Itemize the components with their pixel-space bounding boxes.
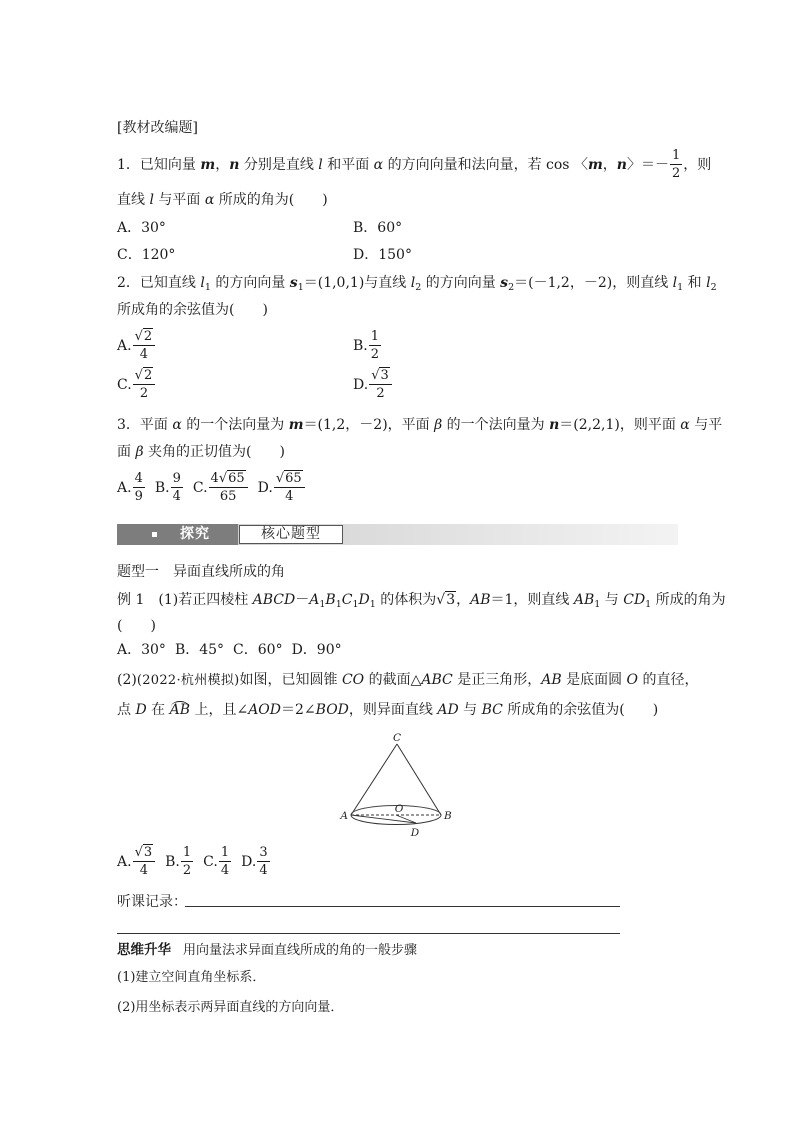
math-var: O <box>626 672 639 688</box>
numerator: 1 <box>182 845 192 860</box>
vector-m: m <box>587 157 603 173</box>
q2-options-row2 <box>117 368 389 402</box>
label-a: A <box>340 810 348 822</box>
option-a <box>117 329 156 362</box>
option-label: D. <box>241 854 257 870</box>
option-a: A．30° <box>117 220 166 236</box>
fraction <box>133 369 156 401</box>
option-label: D. <box>257 480 273 496</box>
q2-options-row1 <box>117 329 380 363</box>
option-label: D. <box>353 377 369 393</box>
notes-label: 听课记录： <box>117 894 187 910</box>
denominator: 4 <box>139 863 148 878</box>
radicand: 65 <box>228 471 245 486</box>
summary-step-2: (2)用坐标表示两异面直线的方向向量． <box>117 1000 344 1015</box>
q1-options-row2 <box>117 244 412 266</box>
line-l: l <box>672 275 678 291</box>
math-var: BOD <box>315 702 349 718</box>
fraction <box>670 149 682 181</box>
sqrt-symbol: √ <box>134 368 143 383</box>
subscript: 2 <box>508 282 515 293</box>
option-label: B. <box>353 338 368 354</box>
text-run: 〉＝－ <box>626 157 669 173</box>
option-c <box>192 471 249 504</box>
numerator <box>133 330 156 346</box>
numerator: 1 <box>220 845 230 860</box>
denominator: 4 <box>259 863 268 878</box>
subscript: 1 <box>297 282 304 293</box>
math-var: AOD <box>248 702 281 718</box>
source-note: (2022·杭州模拟) <box>136 673 240 688</box>
subscript: 2 <box>710 282 717 293</box>
fraction <box>133 472 145 504</box>
text-run: 上，且∠ <box>190 702 249 718</box>
coefficient: 4 <box>210 471 219 486</box>
denominator: 2 <box>370 347 380 362</box>
option-b <box>165 845 194 878</box>
option-a <box>117 471 146 504</box>
subscript: 1 <box>204 282 211 293</box>
option-c <box>203 845 232 878</box>
math-var: D <box>358 592 370 608</box>
text-run: ＝(－1,2，－2)，则直线 <box>514 275 673 291</box>
numerator: 4 <box>134 471 143 486</box>
q3-stem-line1 <box>117 414 722 436</box>
fraction <box>209 472 248 504</box>
option-label: C. <box>117 377 132 393</box>
text-run: (2) <box>117 672 137 688</box>
option-label: B. <box>165 854 180 870</box>
fraction <box>274 472 305 504</box>
denominator: 2 <box>182 863 192 878</box>
text-run: 如图，已知圆锥 <box>239 672 342 688</box>
math-var: AB <box>541 672 562 688</box>
subscript: 1 <box>319 599 326 610</box>
text-run: 直线 <box>117 192 150 208</box>
numerator <box>209 472 248 488</box>
generatrix-cb <box>394 744 441 815</box>
math-var: ABC <box>421 672 453 688</box>
text-run: 所成的角为( ) <box>214 192 328 208</box>
text-run: － <box>295 592 310 608</box>
line-l: l <box>706 275 711 291</box>
numerator <box>369 369 392 385</box>
text-run: 所成角的余弦值为( ) <box>502 702 659 718</box>
summary-title: 思维升华 <box>117 942 171 958</box>
text-run: ＝1，则直线 <box>490 592 574 608</box>
option-b: B．60° <box>353 220 403 236</box>
math-var: AD <box>437 702 459 718</box>
example1-part1-line2: ( ) <box>117 618 156 634</box>
fraction <box>369 369 392 401</box>
option-b: B．45° <box>174 642 225 658</box>
fraction <box>369 330 381 362</box>
fraction <box>171 472 183 504</box>
line-l: l <box>149 192 154 208</box>
text-run: 点 <box>117 702 136 718</box>
plane-beta: β <box>434 417 443 433</box>
sqrt-symbol: √ <box>218 471 228 486</box>
option-label: B. <box>154 480 170 496</box>
subscript: 1 <box>594 599 601 610</box>
denominator: 4 <box>139 347 148 362</box>
numerator <box>133 369 156 385</box>
text-run: 是正三角形， <box>452 672 542 688</box>
denominator: 9 <box>134 489 143 504</box>
text-run: 2．已知直线 <box>117 275 201 291</box>
source-tag: [教材改编题] <box>117 120 198 136</box>
text-run: 分别是直线 <box>239 157 319 173</box>
option-d: D．90° <box>291 642 342 658</box>
text-run: 的一个法向量为 <box>442 417 550 433</box>
bullet-square-icon <box>152 532 157 537</box>
text-run: 和 <box>683 275 707 291</box>
label-d: D <box>410 827 420 839</box>
math-var: AB <box>573 592 595 608</box>
section-title: 题型一 异面直线所成的角 <box>117 564 285 580</box>
notes-underline <box>185 906 620 907</box>
notes-underline-2 <box>117 933 620 934</box>
plane-alpha: α <box>680 417 690 433</box>
text-run: ，则 <box>683 157 712 173</box>
q3-options <box>117 471 306 505</box>
text-run: 的直径， <box>638 672 699 688</box>
math-var: ABCD <box>252 592 296 608</box>
option-label: C. <box>192 480 208 496</box>
option-c <box>117 368 156 401</box>
plane-alpha: α <box>204 192 215 208</box>
text-run: ＝(1,0,1)与直线 <box>303 275 411 291</box>
option-label: A. <box>117 338 132 354</box>
text-run: 与 <box>458 702 482 718</box>
math-var: AB <box>470 592 491 608</box>
text-run: ， <box>215 157 230 173</box>
text-run: 所成的角为 <box>651 592 726 608</box>
explore-tag <box>117 524 238 545</box>
subscript: 1 <box>352 599 359 610</box>
sqrt-symbol: √ <box>275 471 285 486</box>
q2-stem-line2: 所成角的余弦值为( ) <box>117 302 268 318</box>
cone-figure <box>330 725 470 845</box>
option-d <box>257 471 306 504</box>
math-var: A <box>309 592 320 608</box>
text-run: 与平面 <box>153 192 205 208</box>
text-run: ＝2∠ <box>281 702 316 718</box>
generatrix-ca <box>351 744 397 815</box>
line-l: l <box>410 275 416 291</box>
section-banner <box>117 524 678 545</box>
subscript: 2 <box>415 282 422 293</box>
numerator: 1 <box>370 329 380 344</box>
option-label: C. <box>203 854 218 870</box>
text-run: 3．平面 <box>117 417 173 433</box>
numerator <box>274 472 305 488</box>
text-run: 的一个法向量为 <box>181 417 289 433</box>
text-run: ＝(1,2，－2)，平面 <box>303 417 435 433</box>
option-a <box>117 845 156 878</box>
example1-part2-line2 <box>117 699 658 721</box>
vector-s: s <box>500 275 509 291</box>
summary-subtitle: 用向量法求异面直线所成的角的一般步骤 <box>183 943 418 958</box>
radicand: 2 <box>143 368 153 383</box>
option-b <box>353 329 382 363</box>
fraction <box>257 846 269 878</box>
option-label: A. <box>117 854 132 870</box>
option-c: C．60° <box>233 642 283 658</box>
text-run: 和平面 <box>322 157 374 173</box>
text-run: 的方向向量和法向量，若 cos 〈 <box>383 157 588 173</box>
q3-stem-line2 <box>117 441 285 463</box>
text-run: 面 <box>117 444 136 460</box>
radicand: 3 <box>446 592 456 608</box>
text-run: 在 <box>146 702 170 718</box>
option-d <box>353 368 393 402</box>
label-c: C <box>392 732 402 744</box>
plane-alpha: α <box>373 157 384 173</box>
q1-stem-line1 <box>117 148 711 182</box>
vector-n: n <box>549 417 560 433</box>
text-run: ， <box>456 592 471 608</box>
summary-step-1: (1)建立空间直角坐标系． <box>117 970 266 985</box>
math-var: BC <box>481 702 503 718</box>
text-run: 的方向向量 <box>421 275 501 291</box>
subscript: 1 <box>369 599 376 610</box>
text-run: 是底面圆 <box>561 672 627 688</box>
vector-m: m <box>288 417 304 433</box>
radicand: 3 <box>380 368 389 383</box>
vector-n: n <box>616 157 627 173</box>
example1-part2-options <box>117 845 271 879</box>
text-run: 例 1 (1)若正四棱柱 <box>117 592 253 608</box>
subscript: 1 <box>645 599 652 610</box>
fraction <box>181 846 193 878</box>
denominator: 4 <box>220 863 230 878</box>
option-label: A. <box>117 480 132 496</box>
subscript: 1 <box>335 599 342 610</box>
q1-options-row1 <box>117 217 403 239</box>
text-run: ，则异面直线 <box>348 702 438 718</box>
option-d <box>241 845 270 878</box>
example1-part1-line1 <box>117 589 726 611</box>
numerator <box>133 846 156 862</box>
fraction <box>219 846 231 878</box>
topic-label: 核心题型 <box>239 525 343 544</box>
denominator: 2 <box>376 386 385 401</box>
label-o: O <box>394 803 404 815</box>
text-run: 的方向向量 <box>210 275 290 291</box>
example1-part1-options <box>117 639 342 661</box>
radicand: 2 <box>143 329 153 344</box>
option-a: A．30° <box>117 642 166 658</box>
numerator: 9 <box>172 471 181 486</box>
radicand: 65 <box>285 471 302 486</box>
plane-alpha: α <box>172 417 182 433</box>
radicand: 3 <box>143 845 153 860</box>
text-run: 的截面△ <box>364 672 422 688</box>
option-d: D．150° <box>353 247 412 263</box>
denominator: 4 <box>172 489 181 504</box>
sqrt-symbol: √ <box>371 368 380 383</box>
numerator: 1 <box>671 148 681 163</box>
sqrt-symbol: √ <box>436 592 446 608</box>
text-run: ＝(2,2,1)，则平面 <box>559 417 681 433</box>
plane-beta: β <box>135 444 144 460</box>
text-run: 与平 <box>689 417 723 433</box>
denominator: 2 <box>671 166 681 181</box>
vector-s: s <box>289 275 298 291</box>
explore-label: 探究 <box>180 526 210 542</box>
label-b: B <box>444 810 452 822</box>
vector-n: n <box>229 157 240 173</box>
math-var: CD <box>623 592 646 608</box>
text-run: 夹角的正切值为( ) <box>143 444 285 460</box>
math-var: CO <box>341 672 365 688</box>
denominator: 65 <box>219 489 237 504</box>
fraction <box>133 846 156 878</box>
math-var: C <box>341 592 353 608</box>
line-l: l <box>200 275 205 291</box>
sqrt-symbol: √ <box>134 845 143 860</box>
text-run: 与 <box>600 592 624 608</box>
vector-m: m <box>200 157 216 173</box>
numerator: 3 <box>259 845 268 860</box>
q1-stem-line2 <box>117 189 328 211</box>
summary-heading <box>117 939 417 962</box>
arc-ab: AB <box>169 702 190 718</box>
denominator: 2 <box>139 386 149 401</box>
denominator: 4 <box>285 489 294 504</box>
subscript: 1 <box>677 282 684 293</box>
text-run: 的体积为 <box>375 592 437 608</box>
text-run: 1．已知向量 <box>117 157 201 173</box>
fraction <box>133 330 156 362</box>
option-b <box>154 471 184 504</box>
sqrt-symbol: √ <box>134 329 143 344</box>
example1-part2-line1 <box>117 669 698 692</box>
option-c: C．120° <box>117 247 176 263</box>
line-l: l <box>318 157 323 173</box>
text-run: ， <box>602 157 617 173</box>
math-var: B <box>325 592 336 608</box>
q2-stem-line1 <box>117 272 717 294</box>
math-var: D <box>135 702 147 718</box>
